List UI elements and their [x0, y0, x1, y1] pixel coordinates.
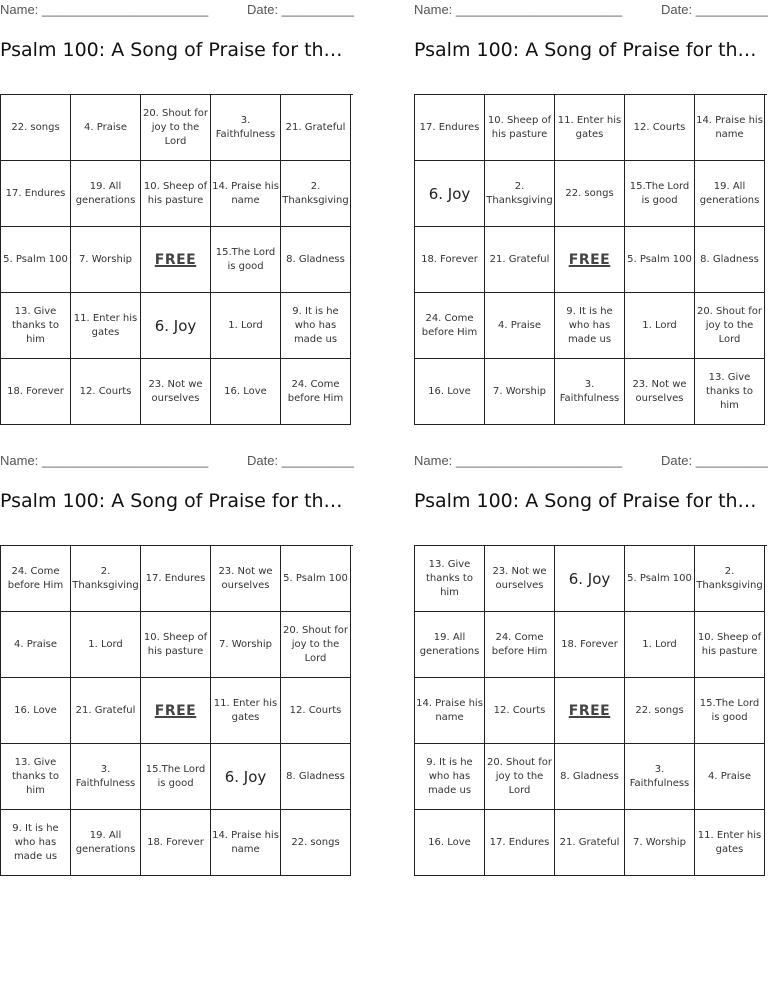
- bingo-cell: 23. Not we ourselves: [625, 359, 695, 425]
- card-header: [0, 0, 354, 20]
- bingo-cell: 2. Thanksgiving: [695, 546, 765, 612]
- bingo-cell: 22. songs: [555, 161, 625, 227]
- bingo-cell: 15.The Lord is good: [695, 678, 765, 744]
- bingo-card: [0, 0, 354, 425]
- free-space: FREE: [141, 227, 211, 293]
- bingo-cell: 19. All generations: [71, 161, 141, 227]
- card-header: [414, 451, 768, 471]
- bingo-cell: 16. Love: [415, 810, 485, 876]
- bingo-cell: 11. Enter his gates: [211, 678, 281, 744]
- bingo-cell: 24. Come before Him: [281, 359, 351, 425]
- bingo-cell: 10. Sheep of his pasture: [141, 161, 211, 227]
- bingo-cell: 24. Come before Him: [1, 546, 71, 612]
- bingo-cell: 13. Give thanks to him: [695, 359, 765, 425]
- bingo-cell: 1. Lord: [625, 293, 695, 359]
- bingo-cell: 1. Lord: [625, 612, 695, 678]
- date-field: Date: __________: [247, 2, 354, 17]
- free-space: FREE: [555, 678, 625, 744]
- bingo-cell: 11. Enter his gates: [695, 810, 765, 876]
- bingo-cell: 10. Sheep of his pasture: [141, 612, 211, 678]
- card-title: Psalm 100: A Song of Praise for th…: [0, 39, 343, 61]
- bingo-cell: 10. Sheep of his pasture: [695, 612, 765, 678]
- bingo-cell: 18. Forever: [1, 359, 71, 425]
- bingo-cell: 2. Thanksgiving: [485, 161, 555, 227]
- bingo-cell: 18. Forever: [141, 810, 211, 876]
- bingo-cell: 6. Joy: [141, 293, 211, 359]
- card-header: [414, 0, 768, 20]
- name-field: Name: _______________________: [0, 2, 209, 17]
- bingo-cell: 17. Endures: [141, 546, 211, 612]
- bingo-cell: 3. Faithfulness: [71, 744, 141, 810]
- bingo-cell: 3. Faithfulness: [625, 744, 695, 810]
- bingo-cell: 20. Shout for joy to the Lord: [281, 612, 351, 678]
- free-space: FREE: [141, 678, 211, 744]
- bingo-cell: 21. Grateful: [281, 95, 351, 161]
- bingo-card: [0, 451, 354, 876]
- card-title: Psalm 100: A Song of Praise for th…: [414, 39, 757, 61]
- card-header: [0, 451, 354, 471]
- bingo-cell: 17. Endures: [1, 161, 71, 227]
- bingo-cell: 20. Shout for joy to the Lord: [141, 95, 211, 161]
- bingo-cell: 19. All generations: [415, 612, 485, 678]
- bingo-cell: 21. Grateful: [555, 810, 625, 876]
- bingo-cell: 7. Worship: [211, 612, 281, 678]
- bingo-cell: 17. Endures: [415, 95, 485, 161]
- bingo-cell: 21. Grateful: [71, 678, 141, 744]
- bingo-card: [414, 0, 768, 425]
- bingo-cell: 13. Give thanks to him: [1, 744, 71, 810]
- bingo-cell: 13. Give thanks to him: [415, 546, 485, 612]
- bingo-cell: 9. It is he who has made us: [281, 293, 351, 359]
- bingo-cell: 12. Courts: [71, 359, 141, 425]
- bingo-cell: 5. Psalm 100: [1, 227, 71, 293]
- bingo-cell: 23. Not we ourselves: [485, 546, 555, 612]
- free-space: FREE: [555, 227, 625, 293]
- bingo-cell: 23. Not we ourselves: [141, 359, 211, 425]
- bingo-cell: 14. Praise his name: [211, 161, 281, 227]
- name-field: Name: _______________________: [414, 453, 623, 468]
- bingo-cell: 19. All generations: [695, 161, 765, 227]
- date-field: Date: __________: [247, 453, 354, 468]
- card-title: Psalm 100: A Song of Praise for th…: [0, 490, 343, 512]
- bingo-cell: 5. Psalm 100: [625, 227, 695, 293]
- bingo-cell: 12. Courts: [281, 678, 351, 744]
- bingo-cell: 15.The Lord is good: [625, 161, 695, 227]
- bingo-card: [414, 451, 768, 876]
- bingo-cell: 11. Enter his gates: [71, 293, 141, 359]
- bingo-cell: 14. Praise his name: [211, 810, 281, 876]
- date-field: Date: __________: [661, 2, 768, 17]
- bingo-cell: 24. Come before Him: [415, 293, 485, 359]
- bingo-grid: [414, 545, 767, 876]
- bingo-cell: 8. Gladness: [281, 744, 351, 810]
- bingo-cell: 16. Love: [415, 359, 485, 425]
- bingo-cell: 14. Praise his name: [415, 678, 485, 744]
- bingo-cell: 2. Thanksgiving: [281, 161, 351, 227]
- bingo-cell: 8. Gladness: [695, 227, 765, 293]
- bingo-cell: 9. It is he who has made us: [1, 810, 71, 876]
- bingo-cell: 6. Joy: [211, 744, 281, 810]
- bingo-cell: 15.The Lord is good: [211, 227, 281, 293]
- bingo-cell: 3. Faithfulness: [555, 359, 625, 425]
- bingo-cell: 22. songs: [625, 678, 695, 744]
- bingo-cell: 1. Lord: [71, 612, 141, 678]
- bingo-cell: 3. Faithfulness: [211, 95, 281, 161]
- bingo-cell: 24. Come before Him: [485, 612, 555, 678]
- bingo-cell: 4. Praise: [485, 293, 555, 359]
- bingo-cell: 20. Shout for joy to the Lord: [695, 293, 765, 359]
- bingo-cell: 14. Praise his name: [695, 95, 765, 161]
- bingo-cell: 23. Not we ourselves: [211, 546, 281, 612]
- bingo-cell: 7. Worship: [625, 810, 695, 876]
- card-title: Psalm 100: A Song of Praise for th…: [414, 490, 757, 512]
- bingo-cell: 16. Love: [1, 678, 71, 744]
- bingo-cell: 1. Lord: [211, 293, 281, 359]
- bingo-cell: 8. Gladness: [281, 227, 351, 293]
- bingo-cell: 10. Sheep of his pasture: [485, 95, 555, 161]
- bingo-cell: 9. It is he who has made us: [415, 744, 485, 810]
- bingo-cell: 7. Worship: [485, 359, 555, 425]
- bingo-cell: 11. Enter his gates: [555, 95, 625, 161]
- bingo-cell: 13. Give thanks to him: [1, 293, 71, 359]
- bingo-cell: 8. Gladness: [555, 744, 625, 810]
- name-field: Name: _______________________: [414, 2, 623, 17]
- bingo-cell: 6. Joy: [555, 546, 625, 612]
- bingo-cell: 21. Grateful: [485, 227, 555, 293]
- bingo-cell: 6. Joy: [415, 161, 485, 227]
- bingo-cell: 18. Forever: [415, 227, 485, 293]
- name-field: Name: _______________________: [0, 453, 209, 468]
- bingo-grid: [0, 94, 353, 425]
- bingo-cell: 22. songs: [1, 95, 71, 161]
- bingo-cell: 5. Psalm 100: [281, 546, 351, 612]
- bingo-cell: 19. All generations: [71, 810, 141, 876]
- bingo-cell: 12. Courts: [485, 678, 555, 744]
- bingo-cell: 12. Courts: [625, 95, 695, 161]
- bingo-cell: 15.The Lord is good: [141, 744, 211, 810]
- bingo-cell: 5. Psalm 100: [625, 546, 695, 612]
- bingo-cell: 17. Endures: [485, 810, 555, 876]
- bingo-grid: [414, 94, 767, 425]
- bingo-cell: 18. Forever: [555, 612, 625, 678]
- bingo-cell: 7. Worship: [71, 227, 141, 293]
- bingo-grid: [0, 545, 353, 876]
- date-field: Date: __________: [661, 453, 768, 468]
- bingo-cell: 9. It is he who has made us: [555, 293, 625, 359]
- bingo-cell: 22. songs: [281, 810, 351, 876]
- bingo-cell: 16. Love: [211, 359, 281, 425]
- bingo-cell: 4. Praise: [71, 95, 141, 161]
- bingo-cell: 20. Shout for joy to the Lord: [485, 744, 555, 810]
- bingo-cell: 4. Praise: [1, 612, 71, 678]
- bingo-cell: 4. Praise: [695, 744, 765, 810]
- bingo-cell: 2. Thanksgiving: [71, 546, 141, 612]
